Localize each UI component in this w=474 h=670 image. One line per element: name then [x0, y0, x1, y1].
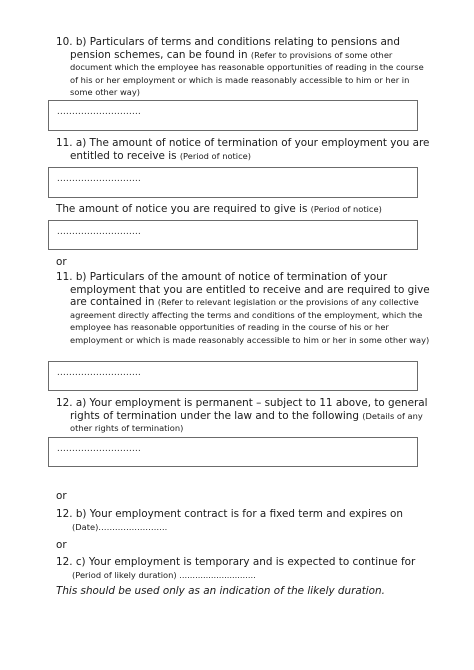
section-12c-main: 12. c) Your employment is temporary and is expected to continue for — [56, 556, 416, 568]
notice-give-dots: ............................ — [57, 227, 142, 237]
section-10b-main: 10. b) Particulars of terms and conditions relating to pensions and pension schemes, can be found in — [56, 36, 400, 61]
section-11a-dots: ............................ — [57, 174, 142, 184]
section-12b-text — [56, 508, 418, 521]
section-12b-main: 12. b) Your employment contract is for a fixed term and expires on — [56, 508, 403, 520]
section-12b-date[interactable]: (Date)……………………. — [72, 522, 168, 532]
notice-give-note: (Period of notice) — [310, 204, 382, 214]
or-separator-3: or — [56, 539, 67, 551]
section-10b-note: (Refer to provisions of some other document which the employee has reasonable opportunities of reading in the course of his or her employment or which is made reasonably accessible to him or her in some other way) — [70, 49, 424, 98]
section-11a-answer-box[interactable] — [48, 167, 418, 198]
section-12a-main: 12. a) Your employment is permanent – subject to 11 above, to general rights of termination under the law and to the following — [56, 397, 428, 422]
section-12a-text — [56, 397, 432, 435]
section-12a-dots: ............................ — [57, 444, 142, 454]
section-11b-answer-box[interactable] — [48, 361, 418, 391]
section-11b-text — [56, 271, 432, 347]
section-10b-dots: ............................ — [57, 107, 142, 117]
notice-give-answer-box[interactable] — [48, 220, 418, 250]
section-11b-note: (Refer to relevant legislation or the provisions of any collective agreement directly affecting the terms and conditions of the employment, which the employee has reasonable opportunities of reading in the course of his or her employment or which is made reasonably accessible to him or her in some other way) — [70, 297, 430, 345]
or-separator-2: or — [56, 490, 67, 502]
section-10b-text — [56, 36, 432, 99]
section-11a-text — [56, 137, 432, 162]
section-12a-note: (Details of any other rights of termination) — [70, 410, 423, 434]
section-11b-dots: ............................ — [57, 368, 142, 378]
notice-give-main: The amount of notice you are required to give is — [56, 203, 311, 215]
section-12c-text — [56, 556, 418, 569]
section-11a-main: 11. a) The amount of notice of termination of your employment you are entitled to receive is — [56, 137, 430, 162]
section-11b-main: 11. b) Particulars of the amount of notice of termination of your employment that you are entitled to receive and are required to give are contained in — [56, 271, 430, 309]
section-12c-duration[interactable]: (Period of likely duration) ............................. — [72, 570, 256, 580]
section-11a-note: (Period of notice) — [179, 150, 251, 161]
notice-give-text — [56, 203, 418, 216]
section-12a-answer-box[interactable] — [48, 437, 418, 467]
section-10b-answer-box[interactable] — [48, 100, 418, 131]
footnote-text: This should be used only as an indication of the likely duration. — [56, 585, 385, 597]
or-separator-1: or — [56, 256, 67, 268]
